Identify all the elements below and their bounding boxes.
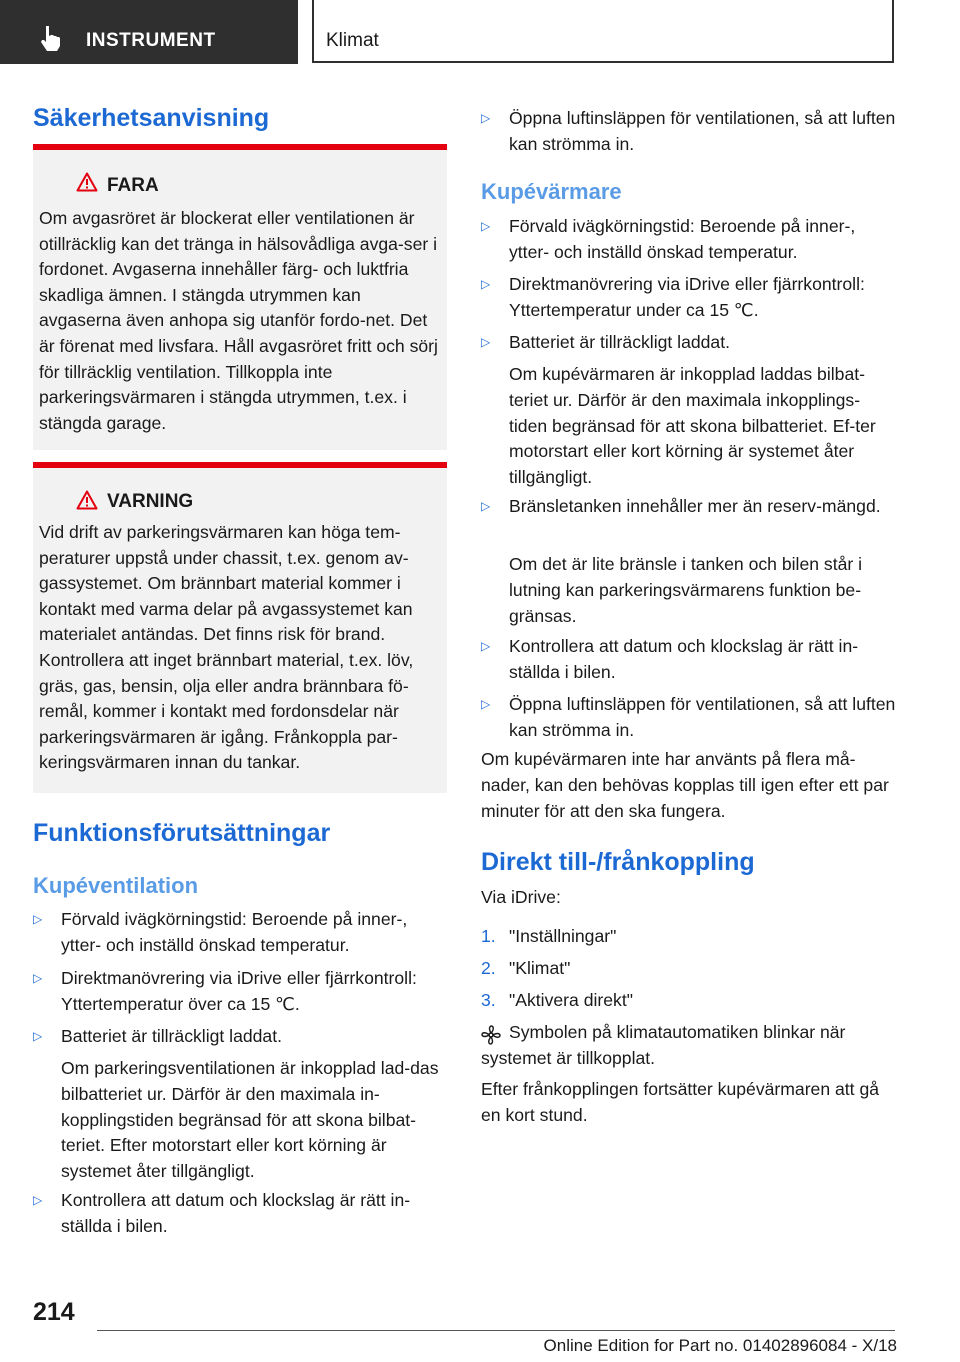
list-item: ▷ Batteriet är tillräckligt laddat.	[481, 330, 897, 356]
list-item-note: Om parkeringsventilationen är inkopplad lad-das bilbatteriet ur. Därför är den maximala in-kopplingstiden begränsad för att skona bilbat-teriet. Efter motorstart eller kort körning är systemet åter tillgängligt.	[61, 1058, 439, 1182]
step-text: "Inställningar"	[509, 926, 617, 946]
list-item: ▷ Direktmanövrering via iDrive eller fjärrkontroll: Yttertemperatur under ca 15 ℃.	[481, 274, 865, 320]
warning-title: VARNING	[107, 491, 194, 512]
list-item: ▷ Förvald ivägkörningstid: Beroende på inner-, ytter- och inställd önskad temperatur.	[481, 216, 856, 262]
danger-box	[33, 144, 447, 450]
triangle-bullet-icon: ▷	[33, 1029, 43, 1043]
step-text: "Aktivera direkt"	[509, 990, 633, 1010]
list-item: ▷ Öppna luftinsläppen för ventilationen, så att luften kan strömma in.	[481, 694, 896, 740]
triangle-bullet-icon: ▷	[481, 111, 491, 125]
warning-box	[33, 462, 447, 793]
page-number: 214	[33, 1298, 75, 1326]
list-item: ▷ Kontrollera att datum och klockslag är rätt in-ställda i bilen.	[481, 636, 859, 682]
symbol-note: Symbolen på klimatautomatiken blinkar när systemet är tillkopplat.	[481, 1022, 846, 1068]
heater-heading: Kupévärmare	[481, 179, 622, 204]
danger-title: FARA	[107, 175, 159, 196]
list-item: ▷ Kontrollera att datum och klockslag är rätt in-ställda i bilen.	[33, 1190, 411, 1236]
warning-bar	[33, 462, 447, 468]
section-label: INSTRUMENT	[86, 30, 216, 51]
heater-note: Om kupévärmaren inte har använts på flera må-nader, kan den behövas kopplas till igen efter ett par minuter för att den ska fungera.	[481, 749, 889, 821]
list-item: ▷ Öppna luftinsläppen för ventilationen, så att luften kan strömma in.	[481, 108, 896, 154]
list-item: ▷ Batteriet är tillräckligt laddat.	[33, 1024, 447, 1050]
triangle-bullet-icon: ▷	[481, 335, 491, 349]
chapter-label: Klimat	[326, 30, 379, 51]
warning-triangle-icon	[76, 490, 98, 510]
triangle-bullet-icon: ▷	[33, 1193, 43, 1207]
ventilation-heading: Kupéventilation	[33, 873, 199, 898]
functions-heading: Funktionsförutsättningar	[33, 819, 331, 847]
step-number: 2.	[481, 958, 496, 978]
triangle-bullet-icon: ▷	[481, 697, 491, 711]
list-item: ▷ Förvald ivägkörningstid: Beroende på inner-, ytter- och inställd önskad temperatur.	[33, 909, 408, 955]
warning-triangle-icon	[76, 172, 98, 192]
via-idrive: Via iDrive:	[481, 887, 561, 907]
chapter-tab	[312, 0, 894, 63]
list-item-note: Om det är lite bränsle i tanken och bilen står i lutning kan parkeringsvärmarens funktion be-gränsas.	[509, 554, 863, 626]
triangle-bullet-icon: ▷	[481, 219, 491, 233]
triangle-bullet-icon: ▷	[481, 277, 491, 291]
edition-text: Online Edition for Part no. 01402896084 - X/18	[543, 1336, 897, 1355]
triangle-bullet-icon: ▷	[481, 499, 491, 513]
triangle-bullet-icon: ▷	[481, 639, 491, 653]
list-item-note: Om kupévärmaren är inkopplad laddas bilbat-teriet ur. Därför är den maximala inkopplings-tiden begränsad för att skona bilbatteriet. Ef-ter motorstart eller kort körning är systemet åter tillgängligt.	[509, 364, 876, 488]
warning-text: Vid drift av parkeringsvärmaren kan höga tem-peraturer uppstå under chassit, t.ex. genom av-gassystemet. Om brännbart material kommer i kontakt med varma delar på avgassystemet kan materialet antändas. Det finns risk för brand. Kontrollera att inget brännbart material, t.ex. löv, gräs, gas, bensin, olja eller andra brännbara fö-remål, kommer i kontakt med fordonsdelar när parkeringsvärmaren är igång. Frånkoppla par-keringsvärmaren innan du tankar.	[39, 522, 414, 773]
safety-heading: Säkerhetsanvisning	[33, 104, 270, 132]
list-item: ▷ Bränsletanken innehåller mer än reserv-mängd.	[481, 494, 897, 546]
pointing-hand-icon	[38, 24, 64, 52]
step-number: 1.	[481, 926, 496, 946]
triangle-bullet-icon: ▷	[33, 912, 43, 926]
footer-divider	[97, 1330, 895, 1331]
danger-text: Om avgasröret är blockerat eller ventilationen är otillräcklig kan det tränga in hälsovådliga avga-ser i fordonet. Avgaserna innehåller färg- och luktfria skadliga ämnen. I stängda utrymmen kan avgaserna även anhopa sig utanför fordo-net. Det är förenat med livsfara. Håll avgasröret fritt och sörj för tillräcklig ventilation. Tillkoppla inte parkeringsvärmaren i stängda utrymmen, t.ex. i stängda garage.	[39, 208, 438, 433]
step-number: 3.	[481, 990, 496, 1010]
section-tab	[0, 0, 298, 64]
danger-bar	[33, 144, 447, 150]
direct-heading: Direkt till-/frånkoppling	[481, 848, 755, 876]
after-note: Efter frånkopplingen fortsätter kupévärmaren att gå en kort stund.	[481, 1079, 880, 1125]
triangle-bullet-icon: ▷	[33, 971, 43, 985]
list-item: ▷ Direktmanövrering via iDrive eller fjärrkontroll: Yttertemperatur över ca 15 ℃.	[33, 968, 417, 1014]
step-text: "Klimat"	[509, 958, 571, 978]
